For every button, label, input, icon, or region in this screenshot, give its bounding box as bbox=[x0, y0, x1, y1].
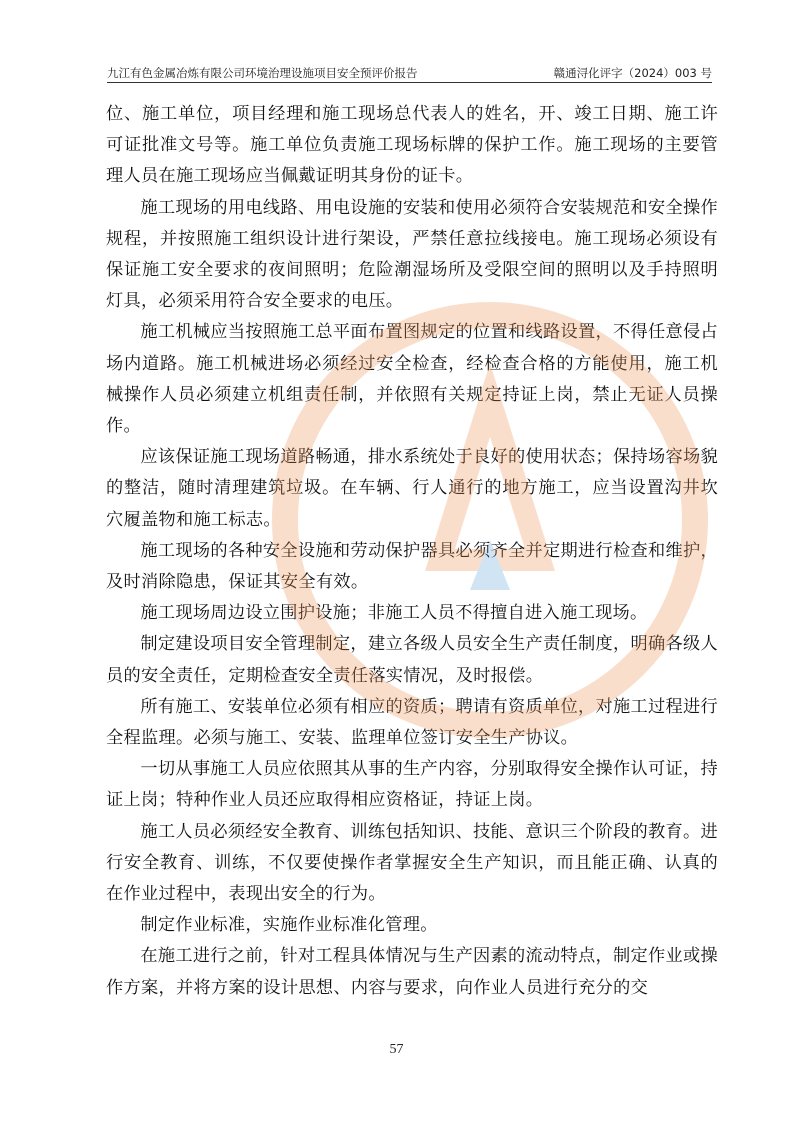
body-paragraph: 施工人员必须经安全教育、训练包括知识、技能、意识三个阶段的教育。进行安全教育、训练，不仅要使操作者掌握安全生产知识，而且能正确、认真的在作业过程中，表现出安全的行为。 bbox=[106, 821, 718, 905]
body-paragraph: 位、施工单位，项目经理和施工现场总代表人的姓名，开、竣工日期、施工许可证批准文号等。施工单位负责施工现场标牌的保护工作。施工现场的主要管理人员在施工现场应当佩戴证明其身份的证卡。 bbox=[106, 104, 718, 187]
body-text bbox=[106, 99, 718, 1004]
body-paragraph: 施工现场周边设立围护设施；非施工人员不得擅自进入施工现场。 bbox=[140, 603, 648, 624]
header-report-title: 九江有色金属冶炼有限公司环境治理设施项目安全预评价报告 bbox=[107, 66, 418, 80]
header-rule bbox=[107, 82, 712, 83]
body-paragraph: 制定作业标准，实施作业标准化管理。 bbox=[140, 915, 438, 936]
body-paragraph: 所有施工、安装单位必须有相应的资质；聘请有资质单位，对施工过程进行全程监理。必须与施工、安装、监理单位签订安全生产协议。 bbox=[106, 696, 718, 749]
body-paragraph: 在施工进行之前，针对工程具体情况与生产因素的流动特点，制定作业或操作方案，并将方案的设计思想、内容与要求，向作业人员进行充分的交 bbox=[106, 946, 718, 998]
body-paragraph: 施工现场的各种安全设施和劳动保护器具必须齐全并定期进行检查和维护，及时消除隐患，保证其安全有效。 bbox=[106, 540, 718, 593]
body-paragraph: 施工机械应当按照施工总平面布置图规定的位置和线路设置，不得任意侵占场内道路。施工机械进场必须经过安全检查，经检查合格的方能使用，施工机械操作人员必须建立机组责任制，并依照有关规定持证上岗，禁止无证人员操作。 bbox=[106, 322, 718, 437]
running-header bbox=[107, 66, 712, 82]
body-paragraph: 一切从事施工人员应依照其从事的生产内容，分别取得安全操作认可证，持证上岗；特种作业人员还应取得相应资格证，持证上岗。 bbox=[106, 759, 718, 811]
header-document-number: 赣通浔化评字（2024）003 号 bbox=[553, 66, 712, 80]
page-number: 57 bbox=[389, 1042, 404, 1057]
body-paragraph: 应该保证施工现场道路畅通，排水系统处于良好的使用状态；保持场容场貌的整洁，随时清理建筑垃圾。在车辆、行人通行的地方施工，应当设置沟井坎穴履盖物和施工标志。 bbox=[106, 447, 718, 530]
body-paragraph: 制定建设项目安全管理制定，建立各级人员安全生产责任制度，明确各级人员的安全责任，定期检查安全责任落实情况，及时报偿。 bbox=[106, 634, 718, 686]
body-paragraph: 施工现场的用电线路、用电设施的安装和使用必须符合安装规范和安全操作规程，并按照施工组织设计进行架设，严禁任意拉线接电。施工现场必须设有保证施工安全要求的夜间照明；危险潮湿场所及受限空间的照明以及手持照明灯具，必须采用符合安全要求的电压。 bbox=[106, 197, 718, 312]
